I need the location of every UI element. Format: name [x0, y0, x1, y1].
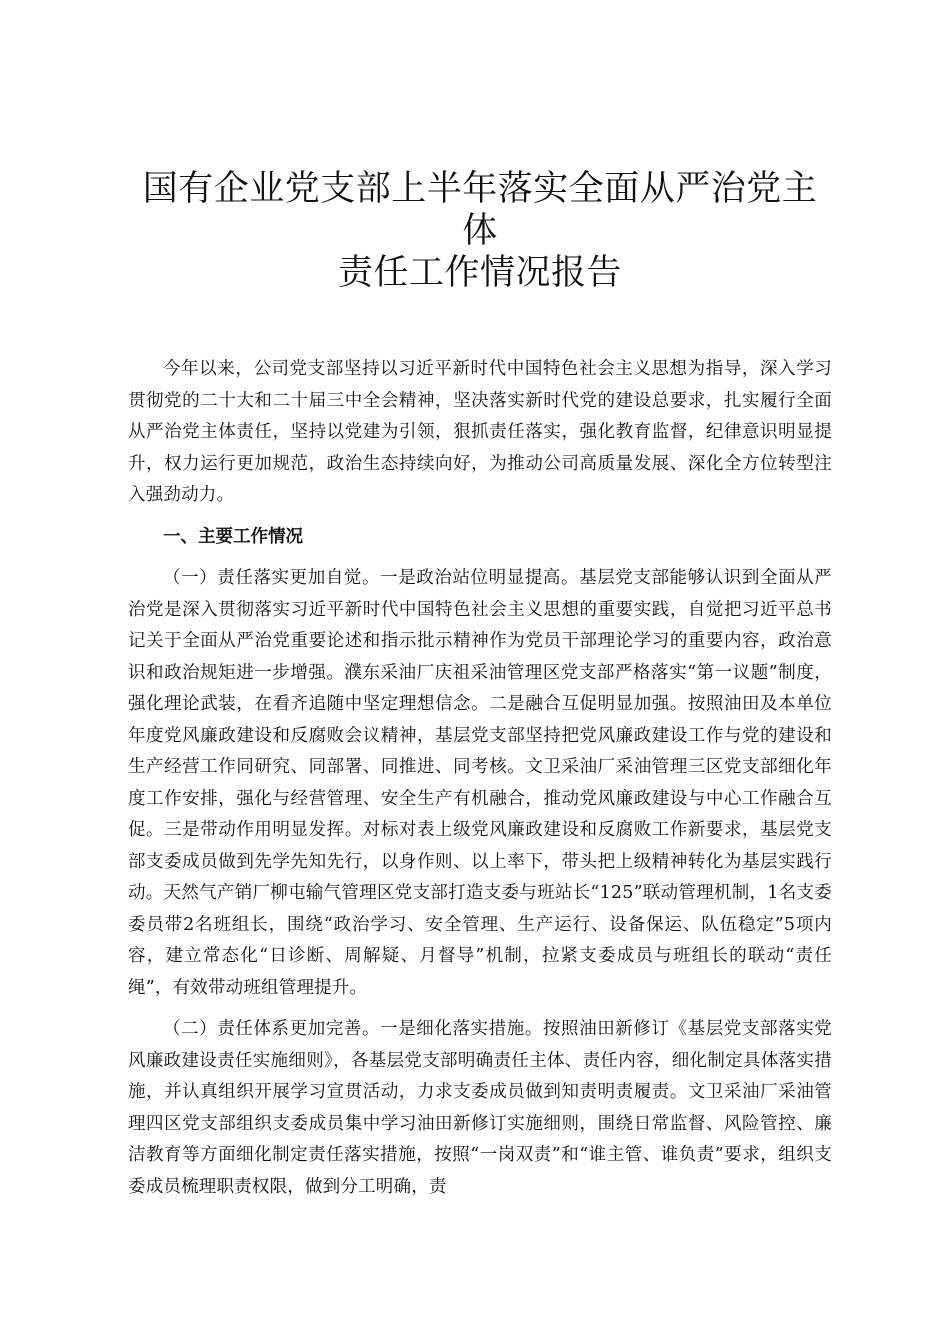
document-page: [128, 168, 832, 1213]
document-body: [128, 354, 832, 1203]
title-line-1: 国有企业党支部上半年落实全面从严治党主体: [142, 169, 818, 251]
paragraph-responsibility-system: （二）责任体系更加完善。一是细化落实措施。按照油田新修订《基层党支部落实党风廉政建设责任实施细则》，各基层党支部明确责任主体、责任内容，细化制定具体落实措施，并认真组织开展学习宣贯活动，力求支委成员做到知责明责履责。文卫采油厂采油管理四区党支部组织支委成员集中学习油田新修订实施细则，围绕日常监督、风险管控、廉洁教育等方面细化制定责任落实措施，按照“一岗双责”和“谁主管、谁负责”要求，组织支委成员梳理职责权限，做到分工明确，责: [128, 1019, 832, 1197]
document-title: [128, 168, 832, 294]
section-heading-main-work: 一、主要工作情况: [163, 526, 303, 547]
intro-paragraph: 今年以来，公司党支部坚持以习近平新时代中国特色社会主义思想为指导，深入学习贯彻党的二十大和二十届三中全会精神，坚决落实新时代党的建设总要求，扎实履行全面从严治党主体责任，坚持以党建为引领，狠抓责任落实，强化教育监督，纪律意识明显提升，权力运行更加规范，政治生态持续向好，为推动公司高质量发展、深化全方位转型注入强劲动力。: [128, 359, 832, 505]
title-line-2: 责任工作情况报告: [337, 253, 622, 293]
paragraph-responsibility-implementation: （一）责任落实更加自觉。一是政治站位明显提高。基层党支部能够认识到全面从严治党是深入贯彻落实习近平新时代中国特色社会主义思想的重要实践，自觉把习近平总书记关于全面从严治党重要论述和指示批示精神作为党员干部理论学习的重要内容，政治意识和政治规矩进一步增强。濮东采油厂庆祖采油管理区党支部严格落实“第一议题”制度，强化理论武装，在看齐追随中坚定理想信念。二是融合互促明显加强。按照油田及本单位年度党风廉政建设和反腐败会议精神，基层党支部坚持把党风廉政建设工作与党的建设和生产经营工作同研究、同部署、同推进、同考核。文卫采油厂采油管理三区党支部细化年度工作安排，强化与经营管理、安全生产有机融合，推动党风廉政建设与中心工作融合互促。三是带动作用明显发挥。对标对表上级党风廉政建设和反腐败工作新要求，基层党支部支委成员做到先学先知先行，以身作则、以上率下，带头把上级精神转化为基层实践行动。天然气产销厂柳屯输气管理区党支部打造支委与班站长“125”联动管理机制，1名支委委员带2名班组长，围绕“政治学习、安全管理、生产运行、设备保运、队伍稳定”5项内容，建立常态化“日诊断、周解疑、月督导”机制，拉紧支委成员与班组长的联动“责任绳”，有效带动班组管理提升。: [128, 568, 832, 998]
